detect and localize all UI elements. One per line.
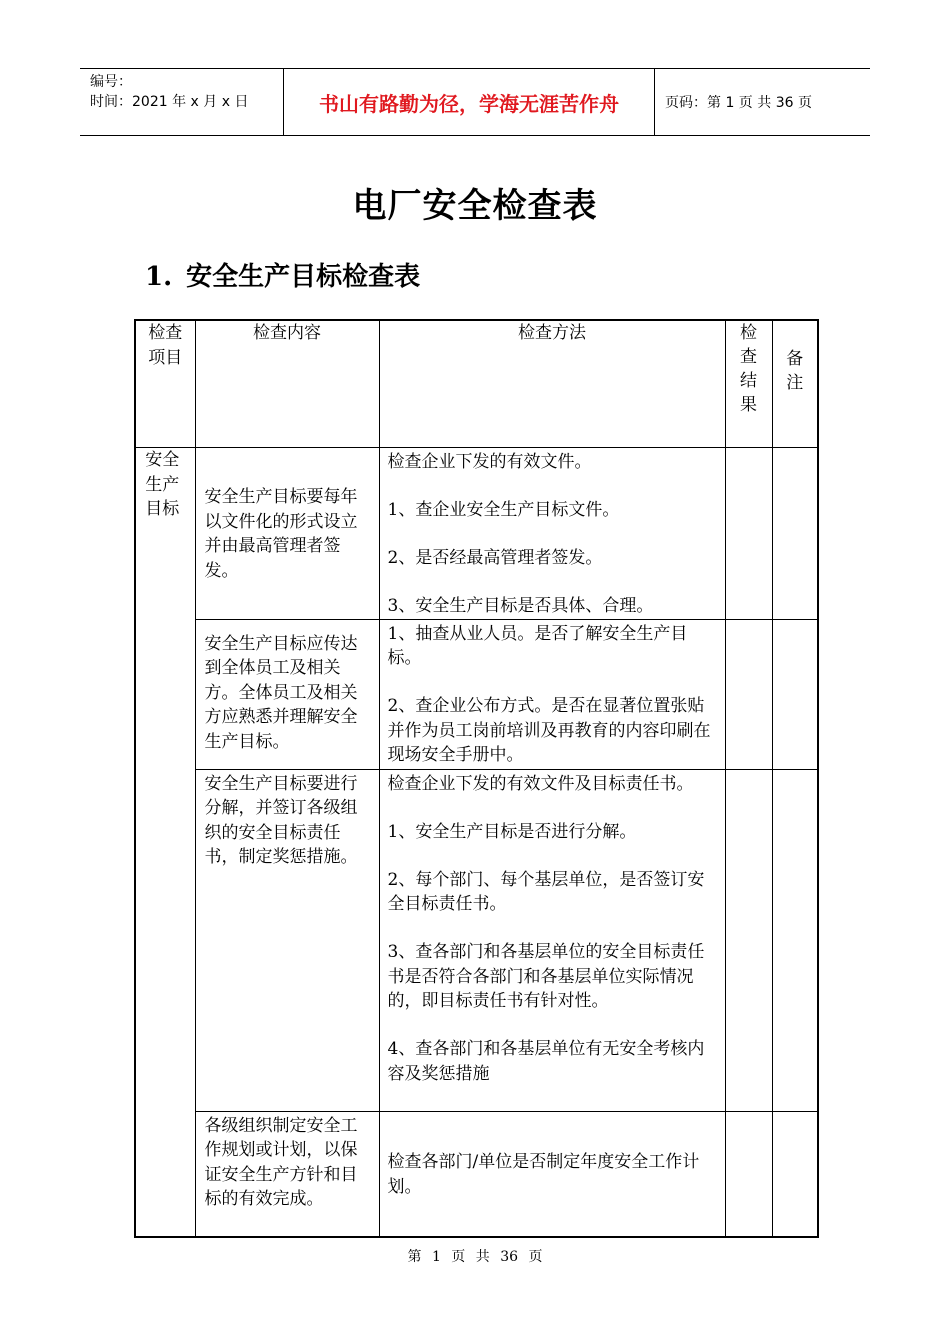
content-cell xyxy=(195,1111,379,1237)
table-header-row xyxy=(135,320,818,448)
method-cell xyxy=(379,1111,725,1237)
result-cell[interactable] xyxy=(725,769,772,1111)
method-line: 2、查企业公布方式。是否在显著位置张贴并作为员工岗前培训及再教育的内容印刷在现场安全手册中。 xyxy=(387,696,711,765)
table-row xyxy=(135,619,818,769)
header-cell-method xyxy=(379,320,725,448)
header-time-label: 时间：2021 年 x 月 x 日 xyxy=(90,94,249,110)
content-cell xyxy=(195,769,379,1111)
header-page-label: 页码：第 1 页 共 36 页 xyxy=(665,95,812,111)
header-meta xyxy=(90,72,248,112)
header-cell-item xyxy=(135,320,195,448)
content-cell xyxy=(195,619,379,769)
header-cell-result xyxy=(725,320,772,448)
method-list xyxy=(380,448,725,619)
method-line: 3、安全生产目标是否具体、合理。 xyxy=(387,596,654,616)
checklist-table xyxy=(134,319,819,1238)
remark-cell[interactable] xyxy=(772,769,818,1111)
method-cell xyxy=(379,619,725,769)
content-text: 安全生产目标要每年以文件化的形式设立并由最高管理者签发。 xyxy=(204,487,358,581)
table-row xyxy=(135,1111,818,1237)
method-line: 检查企业下发的有效文件。 xyxy=(387,452,592,472)
item-cell xyxy=(135,448,195,1238)
item-label: 安全生产目标 xyxy=(145,450,180,519)
method-line: 1、安全生产目标是否进行分解。 xyxy=(387,821,637,842)
method-line: 检查企业下发的有效文件及目标责任书。 xyxy=(387,773,694,794)
header-motto: 书山有路勤为径，学海无涯苦作舟 xyxy=(283,69,655,135)
method-list xyxy=(380,620,725,768)
method-list xyxy=(380,770,725,1087)
table-row xyxy=(135,769,818,1111)
document-title: 电厂安全检查表 xyxy=(352,186,598,226)
method-line: 检查各部门/单位是否制定年度安全工作计划。 xyxy=(387,1152,700,1197)
method-line: 1、查企业安全生产目标文件。 xyxy=(387,500,620,520)
method-line: 3、查各部门和各基层单位的安全目标责任书是否符合各部门和各基层单位实际情况的，即目标责任书有针对性。 xyxy=(387,942,705,1011)
remark-cell[interactable] xyxy=(772,619,818,769)
header-remark-label: 备注 xyxy=(786,349,804,393)
section-title-text: 安全生产目标检查表 xyxy=(186,262,421,292)
header-item-label: 检查项目 xyxy=(148,323,183,368)
header-method-label: 检查方法 xyxy=(518,323,586,343)
section-number: 1. xyxy=(145,262,173,292)
remark-cell[interactable] xyxy=(772,448,818,620)
header-result-label: 检查结果 xyxy=(740,323,757,415)
content-cell xyxy=(195,448,379,620)
method-line: 4、查各部门和各基层单位有无安全考核内容及奖惩措施 xyxy=(387,1039,705,1084)
remark-cell[interactable] xyxy=(772,1111,818,1237)
result-cell[interactable] xyxy=(725,619,772,769)
page-footer: 第 1 页 共 36 页 xyxy=(407,1249,543,1265)
header-number-label: 编号： xyxy=(90,74,132,90)
page-header xyxy=(80,68,870,136)
header-cell-content xyxy=(195,320,379,448)
content-text: 安全生产目标要进行分解，并签订各级组织的安全目标责任书，制定奖惩措施。 xyxy=(204,773,358,867)
method-list xyxy=(380,1148,725,1199)
header-cell-remark xyxy=(772,320,818,448)
content-text: 安全生产目标应传达到全体员工及相关方。全体员工及相关方应熟悉并理解安全生产目标。 xyxy=(204,633,358,752)
method-line: 2、是否经最高管理者签发。 xyxy=(387,548,603,568)
table-row xyxy=(135,448,818,620)
result-cell[interactable] xyxy=(725,1111,772,1237)
method-cell xyxy=(379,769,725,1111)
result-cell[interactable] xyxy=(725,448,772,620)
content-text: 各级组织制定安全工作规划或计划，以保证安全生产方针和目标的有效完成。 xyxy=(204,1115,358,1209)
section-heading xyxy=(145,256,420,293)
header-content-label: 检查内容 xyxy=(253,323,321,343)
method-line: 1、抽查从业人员。是否了解安全生产目标。 xyxy=(387,623,688,668)
method-cell xyxy=(379,448,725,620)
method-line: 2、每个部门、每个基层单位，是否签订安全目标责任书。 xyxy=(387,869,705,914)
